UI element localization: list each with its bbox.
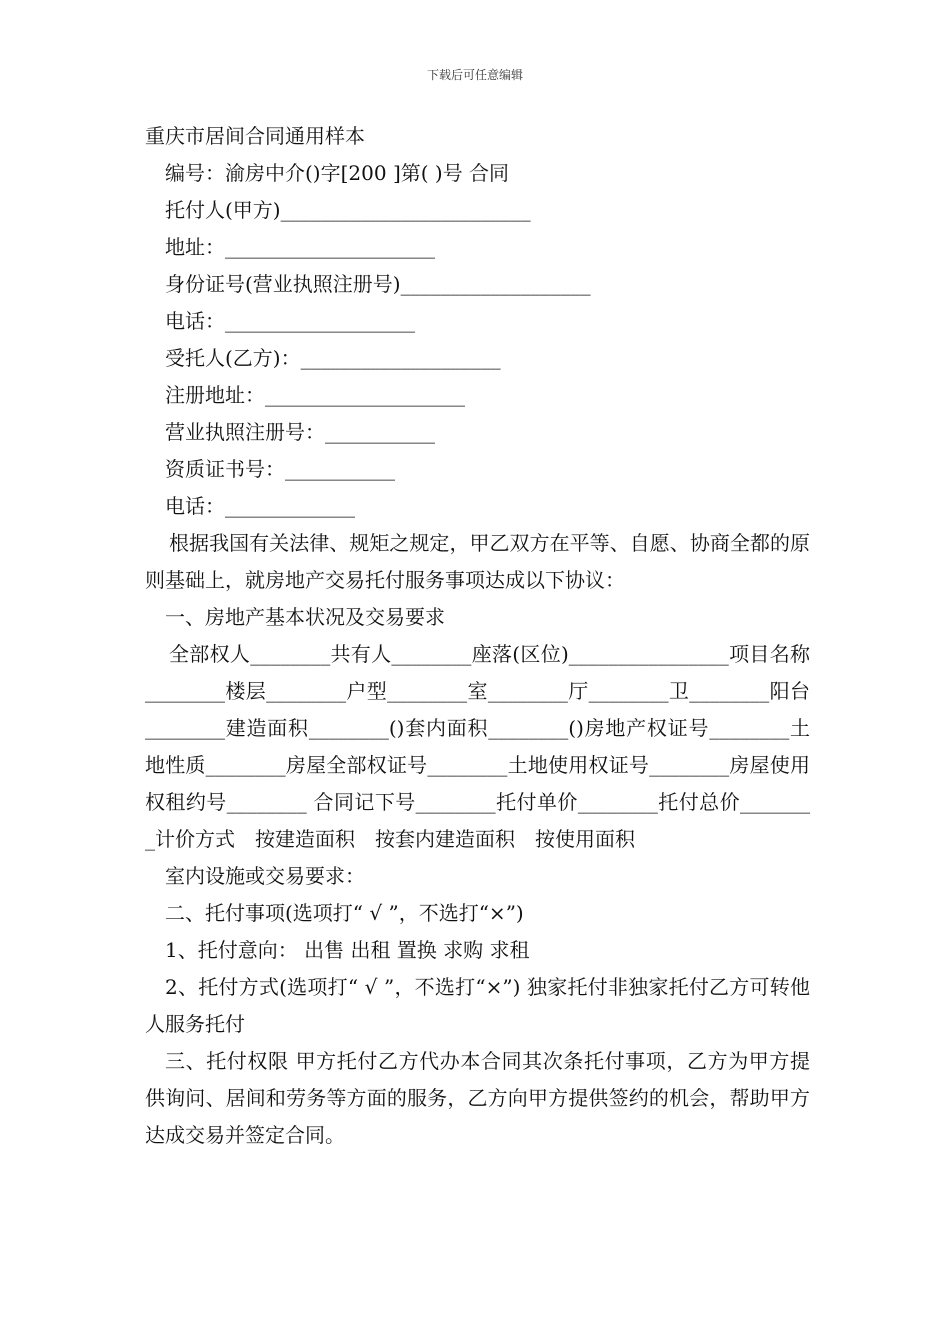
field-registered-address: 注册地址：____________________ [165, 383, 465, 407]
field-agent-phone: 电话：_____________ [165, 494, 355, 518]
field-principal-phone: 电话：___________________ [165, 309, 415, 333]
section1-details: 全部权人________共有人________座落(区位)________________项目名称________楼层________户型________室________厅________卫________阳台________建造面积________()套内面积________()房地产权证号________土地性质________房屋全部权证号________土地使用权证号________房屋使用权租约号________ 合同记下号________托付单价________托付总价________计价方式 按建造面积 按套内建造面积 按使用面积 [145, 642, 810, 851]
field-principal-address: 地址：_____________________ [165, 235, 435, 259]
section1-requirements: 室内设施或交易要求： [165, 864, 365, 888]
field-agent: 受托人(乙方)：____________________ [165, 346, 501, 370]
document-title: 重庆市居间合同通用样本 [145, 124, 365, 148]
section2-heading: 二、托付事项(选项打“ √ ”，不选打“×”) [165, 901, 524, 925]
section2-item1: 1、托付意向： 出售 出租 置换 求购 求租 [165, 938, 530, 962]
intro-paragraph: 根据我国有关法律、规矩之规定，甲乙双方在平等、自愿、协商全都的原则基础上，就房地产交易托付服务事项达成以下协议： [145, 531, 810, 592]
field-principal: 托付人(甲方)_________________________ [165, 198, 531, 222]
contract-document [145, 118, 810, 1154]
field-id-number: 身份证号(营业执照注册号)___________________ [165, 272, 591, 296]
section2-item2: 2、托付方式(选项打“ √ ”，不选打“×”) 独家托付非独家托付乙方可转他人服务托付 [145, 975, 810, 1036]
section1-heading: 一、房地产基本状况及交易要求 [165, 605, 445, 629]
field-qualification-cert: 资质证书号：___________ [165, 457, 395, 481]
field-contract-number: 编号：渝房中介()字[200 ]第( )号 合同 [165, 161, 510, 185]
section3-paragraph: 三、托付权限 甲方托付乙方代办本合同其次条托付事项，乙方为甲方提供询问、居间和劳务等方面的服务，乙方向甲方提供签约的机会，帮助甲方达成交易并签定合同。 [145, 1049, 810, 1147]
download-note: 下载后可任意编辑 [426, 68, 523, 82]
field-business-license: 营业执照注册号：___________ [165, 420, 435, 444]
